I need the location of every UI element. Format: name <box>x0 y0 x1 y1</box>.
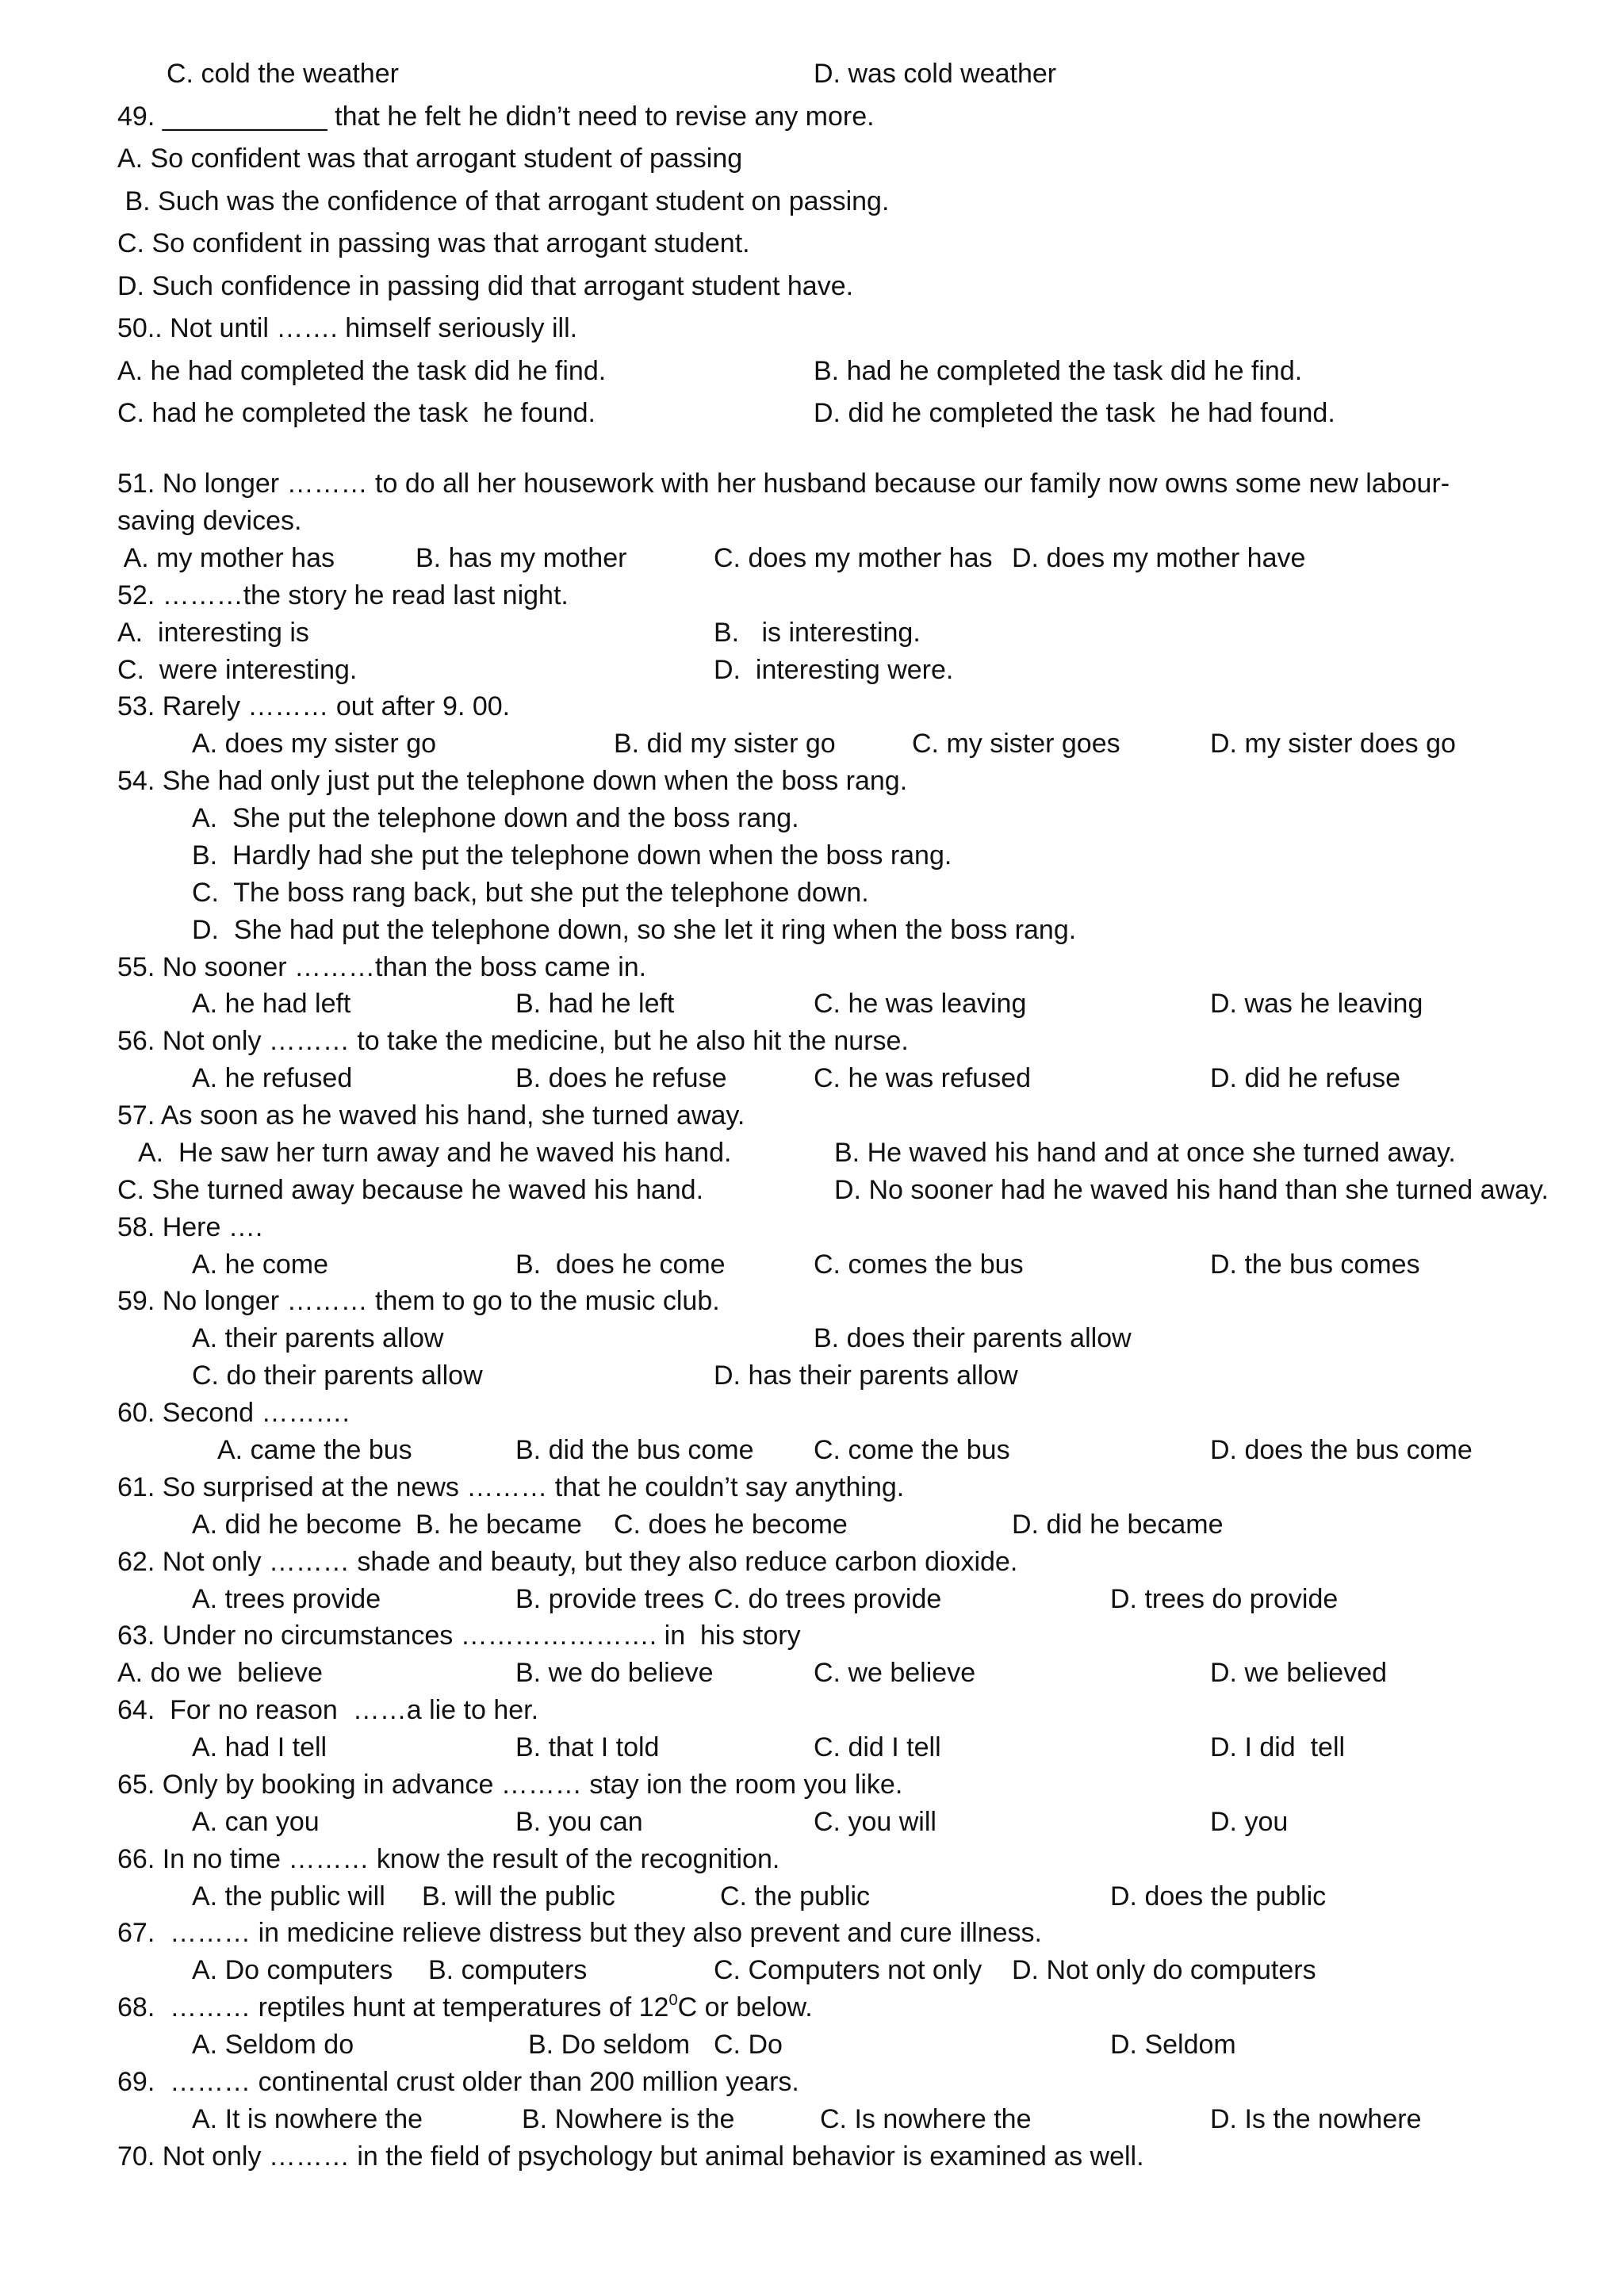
q54-option-b: B. Hardly had she put the telephone down when the boss rang. <box>192 840 952 871</box>
q50-option-a: A. he had completed the task did he find. <box>117 356 607 386</box>
q49-option-b: B. Such was the confidence of that arrogant student on passing. <box>117 186 890 216</box>
q50-stem: 50.. Not until ……. himself seriously ill. <box>117 313 578 343</box>
q69-option-d: D. Is the nowhere <box>1210 2104 1422 2134</box>
q61-option-b: B. he became <box>416 1510 582 1540</box>
q68-option-d: D. Seldom <box>1110 2030 1236 2060</box>
q62-option-d: D. trees do provide <box>1110 1584 1339 1614</box>
q69-stem: 69. ……… continental crust older than 200 million years. <box>117 2067 799 2097</box>
q66-option-b: B. will the public <box>422 1881 615 1911</box>
q54-option-d: D. She had put the telephone down, so she let it ring when the boss rang. <box>192 915 1077 945</box>
q69-option-a: A. It is nowhere the <box>192 2104 423 2134</box>
q51-option-c: C. does my mother has <box>714 543 993 573</box>
q50-option-b: B. had he completed the task did he find. <box>814 356 1303 386</box>
q69-option-b: B. Nowhere is the <box>522 2104 735 2134</box>
q51-option-b: B. has my mother <box>416 543 627 573</box>
q51-stem-line1: 51. No longer ……… to do all her housework with her husband because our family now owns some new labour- <box>117 469 1450 499</box>
q66-option-c: C. the public <box>720 1881 870 1911</box>
degree-superscript: 0 <box>668 1992 678 2009</box>
q54-stem: 54. She had only just put the telephone down when the boss rang. <box>117 766 908 796</box>
q62-option-c: C. do trees provide <box>714 1584 942 1614</box>
q61-stem: 61. So surprised at the news ……… that he couldn’t say anything. <box>117 1472 905 1502</box>
q51-stem-line2: saving devices. <box>117 506 302 536</box>
q59-option-c: C. do their parents allow <box>192 1360 483 1391</box>
q53-option-b: B. did my sister go <box>614 729 836 759</box>
q64-option-c: C. did I tell <box>814 1732 941 1762</box>
q52-option-a: A. interesting is <box>117 618 309 648</box>
q69-option-c: C. Is nowhere the <box>820 2104 1032 2134</box>
q52-option-d: D. interesting were. <box>714 655 954 685</box>
q49-option-d: D. Such confidence in passing did that arrogant student have. <box>117 271 854 301</box>
q55-option-c: C. he was leaving <box>814 989 1027 1019</box>
q53-stem: 53. Rarely ……… out after 9. 00. <box>117 691 511 721</box>
q57-stem: 57. As soon as he waved his hand, she turned away. <box>117 1100 745 1131</box>
q50-option-d: D. did he completed the task he had found. <box>814 398 1335 428</box>
q55-option-d: D. was he leaving <box>1210 989 1423 1019</box>
q67-option-c: C. Computers not only <box>714 1955 982 1985</box>
q58-option-a: A. he come <box>192 1249 328 1280</box>
q64-stem: 64. For no reason ……a lie to her. <box>117 1695 539 1725</box>
q53-option-d: D. my sister does go <box>1210 729 1456 759</box>
q52-option-c: C. were interesting. <box>117 655 358 685</box>
q60-option-a: A. came the bus <box>217 1435 412 1465</box>
q65-option-c: C. you will <box>814 1807 936 1837</box>
q53-option-a: A. does my sister go <box>192 729 437 759</box>
q57-option-d: D. No sooner had he waved his hand than she turned away. <box>834 1175 1549 1205</box>
q48-option-d: D. was cold weather <box>814 59 1057 89</box>
q68-stem <box>117 1994 813 2021</box>
q50-option-c: C. had he completed the task he found. <box>117 398 596 428</box>
q49-option-a: A. So confident was that arrogant student of passing <box>117 144 743 174</box>
q58-option-b: B. does he come <box>515 1249 726 1280</box>
q65-option-b: B. you can <box>515 1807 643 1837</box>
q57-option-b: B. He waved his hand and at once she turned away. <box>834 1138 1456 1168</box>
q60-stem: 60. Second ………. <box>117 1398 350 1428</box>
q62-option-b: B. provide trees <box>515 1584 705 1614</box>
q58-option-d: D. the bus comes <box>1210 1249 1420 1280</box>
q63-option-a: A. do we believe <box>117 1658 323 1688</box>
q55-stem: 55. No sooner ………than the boss came in. <box>117 952 647 982</box>
q60-option-b: B. did the bus come <box>515 1435 754 1465</box>
q61-option-d: D. did he became <box>1012 1510 1224 1540</box>
q65-stem: 65. Only by booking in advance ……… stay ion the room you like. <box>117 1770 903 1800</box>
q64-option-a: A. had I tell <box>192 1732 327 1762</box>
q67-stem: 67. ……… in medicine relieve distress but they also prevent and cure illness. <box>117 1918 1042 1948</box>
q66-stem: 66. In no time ……… know the result of the recognition. <box>117 1844 780 1874</box>
q55-option-a: A. he had left <box>192 989 351 1019</box>
q57-option-a: A. He saw her turn away and he waved his hand. <box>138 1138 732 1168</box>
q61-option-c: C. does he become <box>614 1510 848 1540</box>
q68-option-a: A. Seldom do <box>192 2030 354 2060</box>
q67-option-d: D. Not only do computers <box>1012 1955 1316 1985</box>
q51-option-a: A. my mother has <box>117 543 335 573</box>
q68-option-c: C. Do <box>714 2030 783 2060</box>
q63-stem: 63. Under no circumstances …………………. in his story <box>117 1621 801 1651</box>
q65-option-a: A. can you <box>192 1807 320 1837</box>
q57-option-c: C. She turned away because he waved his hand. <box>117 1175 704 1205</box>
q64-option-b: B. that I told <box>515 1732 660 1762</box>
q49-stem: 49. ___________ that he felt he didn’t need to revise any more. <box>117 101 875 132</box>
q66-option-d: D. does the public <box>1110 1881 1327 1911</box>
q63-option-b: B. we do believe <box>515 1658 714 1688</box>
q55-option-b: B. had he left <box>515 989 675 1019</box>
q63-option-d: D. we believed <box>1210 1658 1388 1688</box>
q59-option-b: B. does their parents allow <box>814 1323 1132 1353</box>
q56-option-a: A. he refused <box>192 1063 353 1093</box>
q68-option-b: B. Do seldom <box>528 2030 691 2060</box>
q63-option-c: C. we believe <box>814 1658 976 1688</box>
q56-stem: 56. Not only ……… to take the medicine, but he also hit the nurse. <box>117 1026 909 1056</box>
q65-option-d: D. you <box>1210 1807 1289 1837</box>
q48-option-c: C. cold the weather <box>167 59 399 89</box>
q49-option-c: C. So confident in passing was that arrogant student. <box>117 228 750 258</box>
q59-option-a: A. their parents allow <box>192 1323 444 1353</box>
q56-option-c: C. he was refused <box>814 1063 1032 1093</box>
q60-option-c: C. come the bus <box>814 1435 1010 1465</box>
q60-option-d: D. does the bus come <box>1210 1435 1473 1465</box>
q52-stem: 52. ………the story he read last night. <box>117 580 569 610</box>
q56-option-b: B. does he refuse <box>515 1063 727 1093</box>
q64-option-d: D. I did tell <box>1210 1732 1346 1762</box>
q59-stem: 59. No longer ……… them to go to the music club. <box>117 1286 720 1316</box>
q67-option-b: B. computers <box>428 1955 588 1985</box>
q58-option-c: C. comes the bus <box>814 1249 1024 1280</box>
q68-stem-end: C or below. <box>677 1992 813 2022</box>
q52-option-b: B. is interesting. <box>714 618 921 648</box>
q59-option-d: D. has their parents allow <box>714 1360 1018 1391</box>
q51-option-d: D. does my mother have <box>1012 543 1306 573</box>
q68-stem-start: 68. ……… reptiles hunt at temperatures of 12 <box>117 1992 669 2022</box>
q56-option-d: D. did he refuse <box>1210 1063 1401 1093</box>
q70-stem: 70. Not only ……… in the field of psychology but animal behavior is examined as well. <box>117 2141 1144 2172</box>
q58-stem: 58. Here …. <box>117 1212 263 1242</box>
q53-option-c: C. my sister goes <box>912 729 1120 759</box>
q66-option-a: A. the public will <box>192 1881 385 1911</box>
q54-option-a: A. She put the telephone down and the boss rang. <box>192 803 799 833</box>
q61-option-a: A. did he become <box>192 1510 402 1540</box>
q62-stem: 62. Not only ……… shade and beauty, but they also reduce carbon dioxide. <box>117 1547 1018 1577</box>
q62-option-a: A. trees provide <box>192 1584 381 1614</box>
q54-option-c: C. The boss rang back, but she put the telephone down. <box>192 878 869 908</box>
q67-option-a: A. Do computers <box>192 1955 393 1985</box>
